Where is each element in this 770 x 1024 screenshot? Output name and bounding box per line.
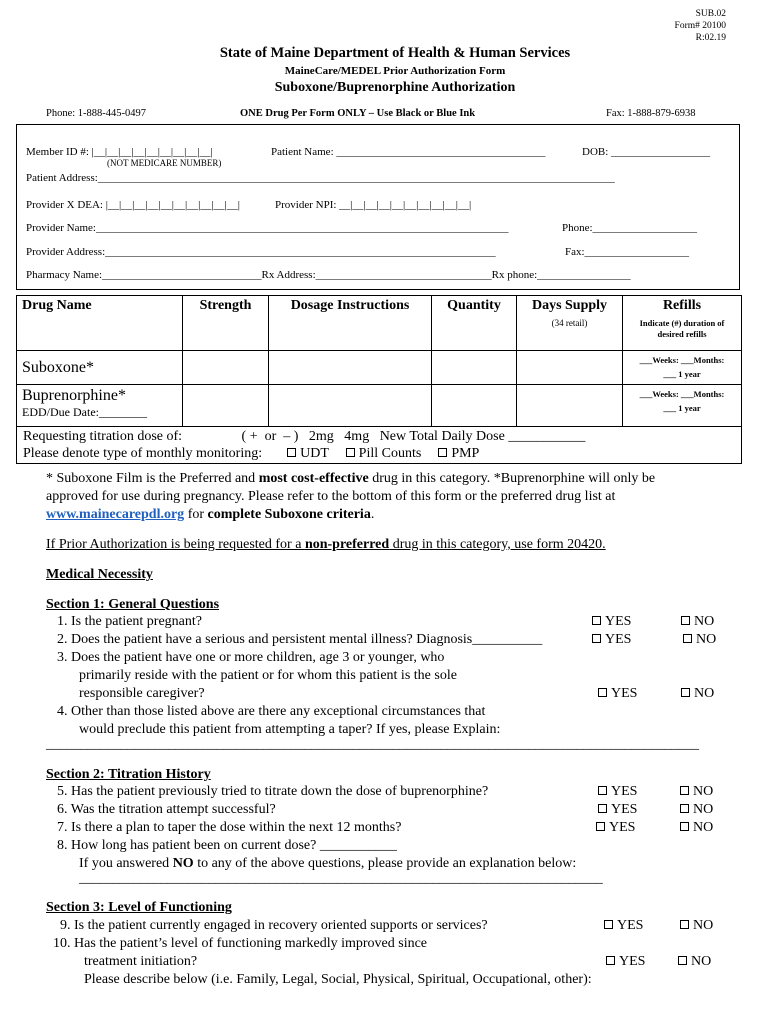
- no-label: NO: [693, 802, 714, 817]
- provider-fax-field[interactable]: Fax:___________________: [565, 246, 690, 258]
- note-text: .: [370, 507, 375, 522]
- table-row: [17, 385, 742, 427]
- yes-label: YES: [611, 784, 638, 799]
- monitoring-label: Please denote type of monthly monitoring:: [23, 446, 263, 461]
- monitoring-line: [23, 445, 735, 462]
- form-number-block: [675, 8, 726, 44]
- note-text: drug in this category. *Buprenorphine will only be: [368, 471, 656, 486]
- provider-address-field[interactable]: Provider Address:_______________________________________________________________________: [26, 246, 496, 258]
- q5-no[interactable]: [680, 784, 713, 800]
- form-title: Suboxone/Buprenorphine Authorization: [274, 80, 516, 95]
- note-text: If Prior Authorization is being requested for a: [46, 537, 305, 552]
- edd-field[interactable]: EDD/Due Date:________: [22, 405, 147, 419]
- form-subtitle: MaineCare/MEDEL Prior Authorization Form: [284, 65, 506, 77]
- provider-npi-field[interactable]: Provider NPI: __|__|__|__|__|__|__|__|__|__|: [275, 199, 472, 211]
- note-text: to any of the above questions, please provide an explanation below:: [193, 856, 577, 871]
- no-checkbox[interactable]: [683, 634, 692, 643]
- pill-counts-checkbox[interactable]: [346, 448, 355, 457]
- pill-counts-label: Pill Counts: [358, 446, 422, 461]
- provider-phone-field[interactable]: Phone:___________________: [562, 222, 698, 234]
- yes-checkbox[interactable]: [592, 616, 601, 625]
- drug-table: [16, 295, 742, 464]
- no-checkbox[interactable]: [678, 956, 687, 965]
- yes-label: YES: [617, 918, 644, 933]
- question-9: 9. Is the patient currently engaged in recovery oriented supports or services?: [60, 918, 488, 933]
- form-number: Form# 20100: [674, 21, 726, 31]
- q9-no[interactable]: [680, 918, 713, 934]
- yes-checkbox[interactable]: [596, 822, 605, 831]
- header-dosage: Dosage Instructions: [269, 296, 432, 351]
- question-7: 7. Is there a plan to taper the dose within the next 12 months?: [57, 820, 402, 835]
- refills-label: Refills: [662, 298, 702, 313]
- patient-address-field[interactable]: Patient Address:______________________________________________________________________________________________: [26, 172, 615, 184]
- note-text: drug in this category, use form 20420.: [389, 537, 606, 552]
- yes-checkbox[interactable]: [606, 956, 615, 965]
- section1-title: Section 1: General Questions: [46, 597, 220, 612]
- no-checkbox[interactable]: [681, 616, 690, 625]
- form-revision: R:02.19: [695, 33, 726, 43]
- question-1: 1. Is the patient pregnant?: [57, 614, 203, 629]
- strength-cell[interactable]: [183, 385, 269, 427]
- not-medicare-note: (NOT MEDICARE NUMBER): [107, 158, 222, 168]
- yes-checkbox[interactable]: [598, 804, 607, 813]
- no-checkbox[interactable]: [680, 786, 689, 795]
- dosage-cell[interactable]: [269, 385, 432, 427]
- no-checkbox[interactable]: [681, 688, 690, 697]
- pmp-label: PMP: [451, 446, 480, 461]
- refills-cell[interactable]: [623, 351, 742, 385]
- form-code: SUB.02: [695, 9, 726, 19]
- header-drug-name: Drug Name: [17, 296, 183, 351]
- one-drug-notice: ONE Drug Per Form ONLY – Use Black or Blue Ink: [240, 108, 476, 119]
- q7-no[interactable]: [680, 820, 713, 836]
- no-label: NO: [693, 918, 714, 933]
- table-row: [17, 351, 742, 385]
- phone-number: Phone: 1-888-445-0497: [46, 108, 147, 119]
- explain-line[interactable]: ________________________________________________________________________________________________: [46, 737, 699, 752]
- refills-cell[interactable]: [623, 385, 742, 427]
- q6-no[interactable]: [680, 802, 713, 818]
- section3-title: Section 3: Level of Functioning: [46, 900, 232, 915]
- no-label: NO: [691, 954, 712, 969]
- strength-cell[interactable]: [183, 351, 269, 385]
- note-text: for: [184, 507, 208, 522]
- days-supply-note: (34 retail): [551, 318, 588, 328]
- section2-title: Section 2: Titration History: [46, 767, 211, 782]
- describe-prompt: Please describe below (i.e. Family, Legal, Social, Physical, Spiritual, Occupational, other):: [84, 972, 592, 987]
- yes-checkbox[interactable]: [604, 920, 613, 929]
- no-label: NO: [693, 784, 714, 799]
- pharmacy-field[interactable]: Pharmacy Name:_____________________________Rx Address:________________________________Rx phone:_________________: [26, 269, 631, 281]
- non-preferred-note: [46, 537, 606, 553]
- refill-weeks-months: ___Weeks: ___Months:: [639, 389, 725, 399]
- patient-name-field[interactable]: Patient Name: ______________________________________: [271, 146, 546, 158]
- header-days-supply: [517, 296, 623, 351]
- no-checkbox[interactable]: [680, 822, 689, 831]
- question-3: 3. Does the patient have one or more children, age 3 or younger, who: [57, 650, 445, 665]
- yes-label: YES: [609, 820, 636, 835]
- question-3-line2: primarily reside with the patient or for whom this patient is the sole: [79, 668, 457, 683]
- header-strength: Strength: [183, 296, 269, 351]
- q10-no[interactable]: [678, 954, 711, 970]
- refills-note: Indicate (#) duration of desired refills: [639, 318, 725, 339]
- question-5: 5. Has the patient previously tried to titrate down the dose of buprenorphine?: [57, 784, 489, 799]
- no-label: NO: [693, 820, 714, 835]
- no-label: NO: [694, 686, 715, 701]
- provider-dea-field[interactable]: Provider X DEA: |__|__|__|__|__|__|__|__|__|__|: [26, 199, 240, 211]
- pdl-link[interactable]: www.mainecarepdl.org: [46, 507, 185, 522]
- drug-name-buprenorphine: Buprenorphine*: [22, 387, 126, 404]
- refill-year: ___ 1 year: [663, 369, 701, 379]
- table-row: [17, 427, 742, 464]
- pmp-checkbox[interactable]: [438, 448, 447, 457]
- days-supply-cell[interactable]: [517, 385, 623, 427]
- q3-yes[interactable]: [598, 686, 637, 702]
- member-provider-box: [16, 124, 740, 290]
- note-emphasis: non-preferred: [304, 537, 390, 552]
- note-emphasis: complete Suboxone criteria: [207, 507, 371, 522]
- q1-yes[interactable]: [592, 614, 631, 630]
- question-3-line3: responsible caregiver?: [79, 686, 205, 701]
- note-emphasis: most cost-effective: [258, 471, 369, 486]
- days-supply-cell[interactable]: [517, 351, 623, 385]
- q1-no[interactable]: [681, 614, 714, 630]
- udt-checkbox[interactable]: [287, 448, 296, 457]
- dosage-cell[interactable]: [269, 351, 432, 385]
- note-text: * Suboxone Film is the Preferred and: [46, 471, 259, 486]
- yes-label: YES: [605, 614, 632, 629]
- yes-label: YES: [619, 954, 646, 969]
- header-quantity: Quantity: [432, 296, 517, 351]
- q7-yes[interactable]: [596, 820, 635, 836]
- yes-label: YES: [611, 686, 638, 701]
- department-title: State of Maine Department of Health & Human Services: [219, 45, 571, 61]
- q10-yes[interactable]: [606, 954, 645, 970]
- note-emphasis: NO: [172, 856, 194, 871]
- titration-line[interactable]: Requesting titration dose of: ( + or – ) 2mg 4mg New Total Daily Dose ___________: [23, 429, 586, 444]
- q6-yes[interactable]: [598, 802, 637, 818]
- q2-no[interactable]: [683, 632, 716, 648]
- drug-name-cell: [17, 385, 183, 427]
- question-2: 2. Does the patient have a serious and persistent mental illness? Diagnosis__________: [57, 632, 543, 647]
- header-refills: [623, 296, 742, 351]
- yes-checkbox[interactable]: [592, 634, 601, 643]
- question-10: 10. Has the patient’s level of functioning markedly improved since: [53, 936, 428, 951]
- explanation-line[interactable]: _____________________________________________________________________________: [79, 871, 603, 886]
- no-label: NO: [696, 632, 717, 647]
- preferred-note: [46, 471, 655, 487]
- preferred-note-line2: approved for use during pregnancy. Please refer to the bottom of this form or the preferred drug list at: [46, 489, 616, 504]
- q5-yes[interactable]: [598, 784, 637, 800]
- member-id-field[interactable]: Member ID #: |__|__|__|__|__|__|__|__|__|: [26, 146, 213, 158]
- yes-checkbox[interactable]: [598, 688, 607, 697]
- fax-number: Fax: 1-888-879-6938: [606, 108, 696, 119]
- preferred-note-line3: [46, 507, 374, 523]
- no-checkbox[interactable]: [680, 920, 689, 929]
- drug-name-suboxone: Suboxone*: [17, 351, 183, 385]
- question-8[interactable]: 8. How long has patient been on current dose? ___________: [57, 838, 397, 853]
- q3-no[interactable]: [681, 686, 714, 702]
- q2-yes[interactable]: [592, 632, 631, 648]
- provider-name-field[interactable]: Provider Name:___________________________________________________________________________: [26, 222, 509, 234]
- yes-label: YES: [605, 632, 632, 647]
- q9-yes[interactable]: [604, 918, 643, 934]
- explanation-prompt: [79, 856, 576, 872]
- titration-cell: [17, 427, 742, 464]
- refill-year: ___ 1 year: [663, 403, 701, 413]
- question-10-line2: treatment initiation?: [84, 954, 198, 969]
- yes-label: YES: [611, 802, 638, 817]
- medical-necessity-heading: Medical Necessity: [46, 567, 153, 582]
- question-6: 6. Was the titration attempt successful?: [57, 802, 276, 817]
- refill-weeks-months: ___Weeks: ___Months:: [639, 355, 725, 365]
- yes-checkbox[interactable]: [598, 786, 607, 795]
- no-label: NO: [694, 614, 715, 629]
- dob-field[interactable]: DOB: __________________: [582, 146, 711, 158]
- days-supply-label: Days Supply: [531, 298, 608, 313]
- quantity-cell[interactable]: [432, 385, 517, 427]
- quantity-cell[interactable]: [432, 351, 517, 385]
- note-text: If you answered: [79, 856, 173, 871]
- question-4: 4. Other than those listed above are there any exceptional circumstances that: [57, 704, 486, 719]
- udt-label: UDT: [300, 446, 329, 461]
- question-4-line2: would preclude this patient from attempting a taper? If yes, please Explain:: [79, 722, 501, 737]
- no-checkbox[interactable]: [680, 804, 689, 813]
